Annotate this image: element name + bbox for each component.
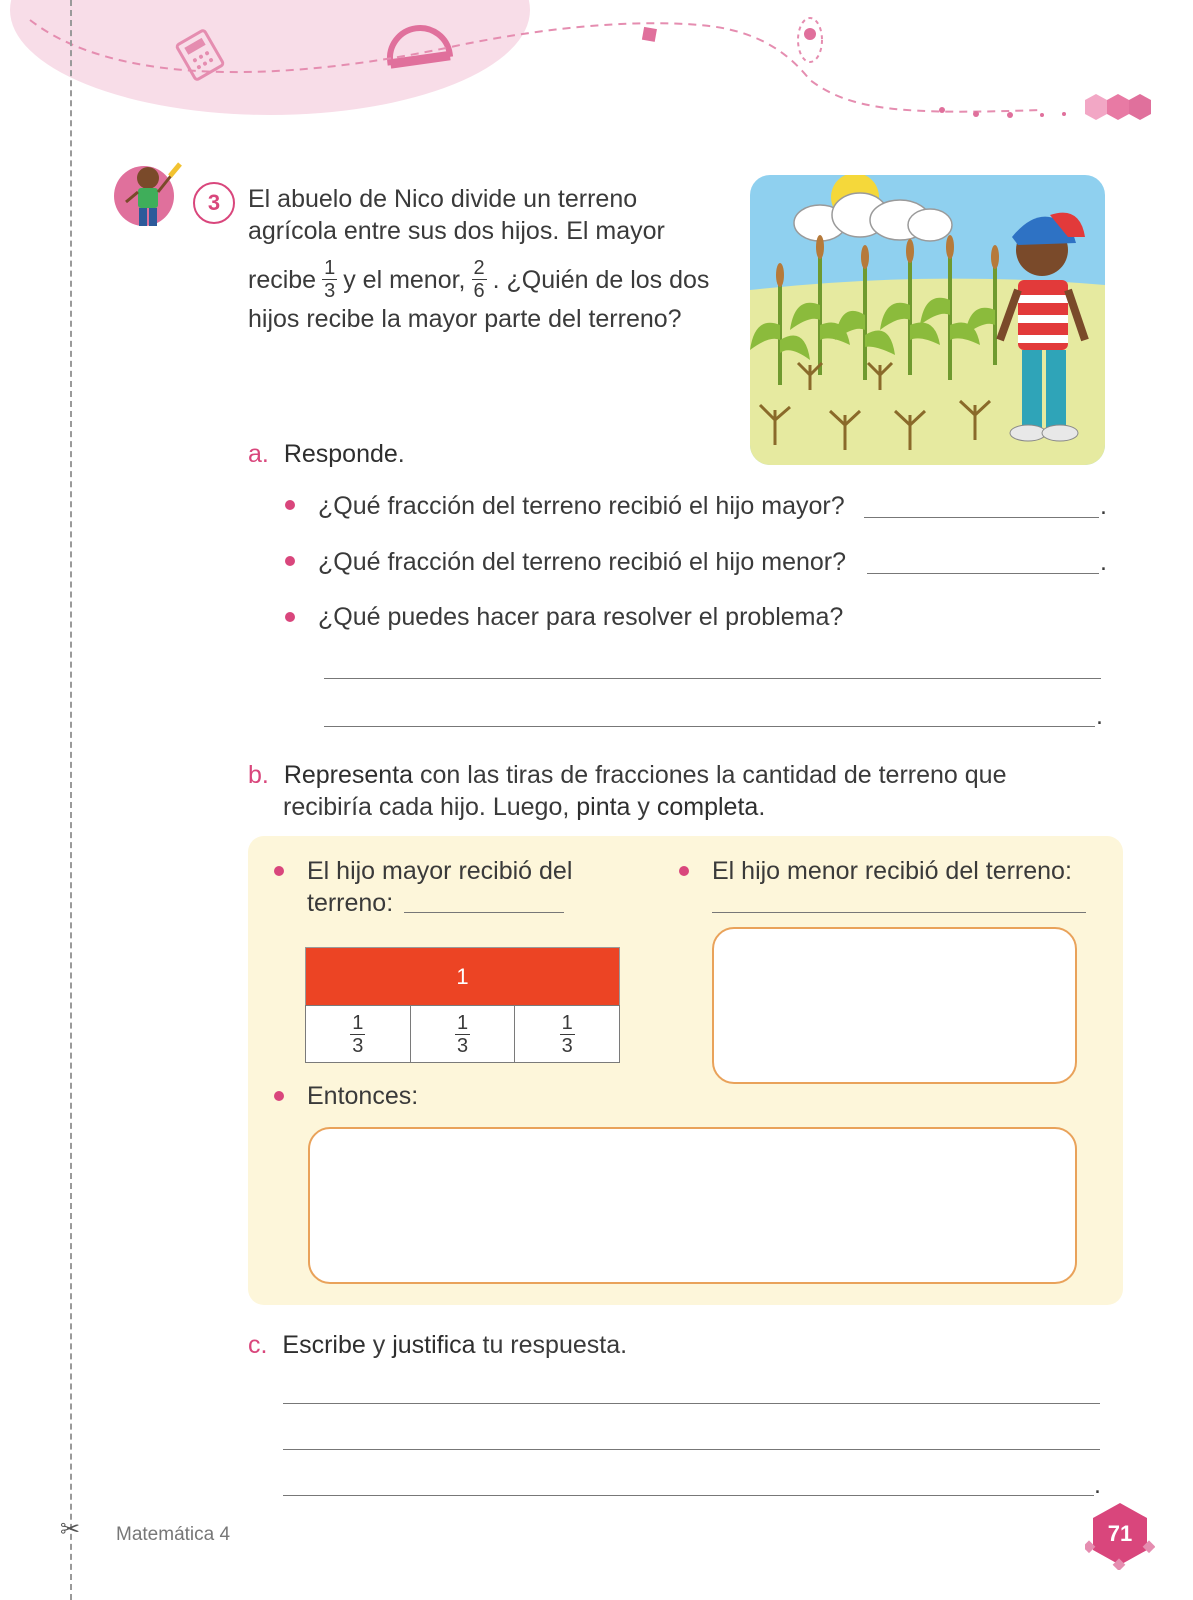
numerator: 1 bbox=[352, 1011, 364, 1034]
numerator: 2 bbox=[473, 257, 485, 279]
cornfield-illustration bbox=[750, 175, 1105, 465]
part-a-heading bbox=[248, 438, 405, 470]
part-b-text-1: con las tiras de fracciones la cantidad de terreno que bbox=[420, 761, 1007, 789]
bullet bbox=[274, 1091, 284, 1101]
part-c-letter: c. bbox=[248, 1331, 268, 1359]
answer-line-c2[interactable] bbox=[283, 1449, 1100, 1450]
mayor-label-1: El hijo mayor recibió del bbox=[307, 857, 573, 885]
part-b-line-1 bbox=[248, 759, 1006, 791]
numerator: 1 bbox=[561, 1011, 573, 1034]
fraction-two-sixths bbox=[472, 257, 487, 302]
denominator: 6 bbox=[473, 280, 485, 302]
fraction-one-third bbox=[560, 1012, 575, 1057]
answer-line-a3-2[interactable] bbox=[324, 726, 1095, 727]
question-a1: ¿Qué fracción del terreno recibió el hijo mayor? bbox=[318, 492, 845, 520]
bullet bbox=[285, 612, 295, 622]
denominator: 3 bbox=[456, 1034, 469, 1057]
part-b-verb-2: pinta bbox=[576, 793, 631, 821]
answer-line-a2[interactable] bbox=[867, 573, 1099, 574]
fraction-one-third bbox=[322, 257, 337, 302]
bullet bbox=[274, 866, 284, 876]
question-line-3 bbox=[248, 259, 709, 304]
header-decoration bbox=[0, 0, 1193, 140]
answer-line-a1[interactable] bbox=[864, 517, 1099, 518]
cut-line bbox=[70, 0, 72, 1600]
part-c-rest: tu respuesta. bbox=[482, 1331, 628, 1359]
menor-label: El hijo menor recibió del terreno: bbox=[712, 857, 1072, 885]
bullet bbox=[285, 500, 295, 510]
numerator: 1 bbox=[456, 1011, 469, 1034]
bullet bbox=[285, 556, 295, 566]
part-b-line-2 bbox=[283, 791, 765, 823]
denominator: 3 bbox=[561, 1034, 573, 1057]
bullet bbox=[679, 866, 689, 876]
part-b-verb-3: completa bbox=[656, 793, 759, 821]
text: y el menor, bbox=[343, 266, 466, 295]
mayor-label-2: terreno: bbox=[307, 889, 394, 917]
cubes-icon bbox=[1085, 94, 1151, 120]
answer-line-menor[interactable] bbox=[712, 912, 1086, 913]
boy-pencil-avatar bbox=[112, 158, 184, 238]
denominator: 3 bbox=[324, 280, 336, 302]
question-line-1: El abuelo de Nico divide un terreno bbox=[248, 185, 638, 213]
part-b-letter: b. bbox=[248, 761, 269, 789]
denominator: 3 bbox=[352, 1034, 364, 1057]
strip-parts bbox=[305, 1005, 620, 1063]
book-title: Matemática 4 bbox=[116, 1524, 231, 1545]
fraction-strip bbox=[305, 947, 620, 1063]
question-line-2: agrícola entre sus dos hijos. El mayor bbox=[248, 217, 665, 245]
fraction-one-third bbox=[350, 1012, 365, 1057]
period: . bbox=[1100, 492, 1107, 520]
entonces-label: Entonces: bbox=[307, 1082, 419, 1110]
part-a-end: . bbox=[397, 440, 405, 468]
period: . bbox=[1100, 548, 1107, 576]
strip-third[interactable] bbox=[515, 1006, 619, 1062]
strip-whole: 1 bbox=[305, 947, 620, 1005]
scissors-icon: ✂ bbox=[60, 1516, 81, 1543]
part-a-verb: Responde bbox=[283, 440, 398, 468]
part-c-conj: y bbox=[372, 1331, 386, 1359]
part-b-end: . bbox=[758, 793, 766, 821]
page-number: 71 bbox=[1107, 1521, 1133, 1546]
cube-icon bbox=[642, 27, 657, 42]
part-b-verb: Representa bbox=[283, 761, 414, 789]
question-line-4: hijos recibe la mayor parte del terreno? bbox=[248, 305, 682, 333]
answer-line-c1[interactable] bbox=[283, 1403, 1100, 1404]
part-c-heading bbox=[248, 1329, 627, 1361]
entonces-answer-box[interactable] bbox=[308, 1127, 1077, 1284]
part-a-letter: a. bbox=[248, 440, 269, 468]
answer-line-c3[interactable] bbox=[283, 1495, 1094, 1496]
answer-line-mayor[interactable] bbox=[404, 912, 564, 913]
part-c-verb-1: Escribe bbox=[282, 1331, 366, 1359]
period: . bbox=[1094, 1471, 1101, 1499]
question-number: 3 bbox=[193, 182, 235, 224]
part-b-conj: y bbox=[637, 793, 650, 821]
question-a3: ¿Qué puedes hacer para resolver el problema? bbox=[318, 603, 844, 631]
period: . bbox=[1096, 702, 1103, 730]
strip-third[interactable] bbox=[306, 1006, 411, 1062]
numerator: 1 bbox=[324, 257, 336, 279]
text: recibe bbox=[248, 266, 317, 295]
text: . ¿Quién de los dos bbox=[492, 266, 710, 295]
question-a2: ¿Qué fracción del terreno recibió el hijo menor? bbox=[318, 548, 847, 576]
menor-drawing-box[interactable] bbox=[712, 927, 1077, 1084]
fraction-one-third bbox=[455, 1012, 470, 1057]
part-b-text-2: recibiría cada hijo. Luego, bbox=[283, 793, 570, 821]
strip-third[interactable] bbox=[411, 1006, 516, 1062]
answer-line-a3-1[interactable] bbox=[324, 678, 1101, 679]
part-c-verb-2: justifica bbox=[392, 1331, 476, 1359]
